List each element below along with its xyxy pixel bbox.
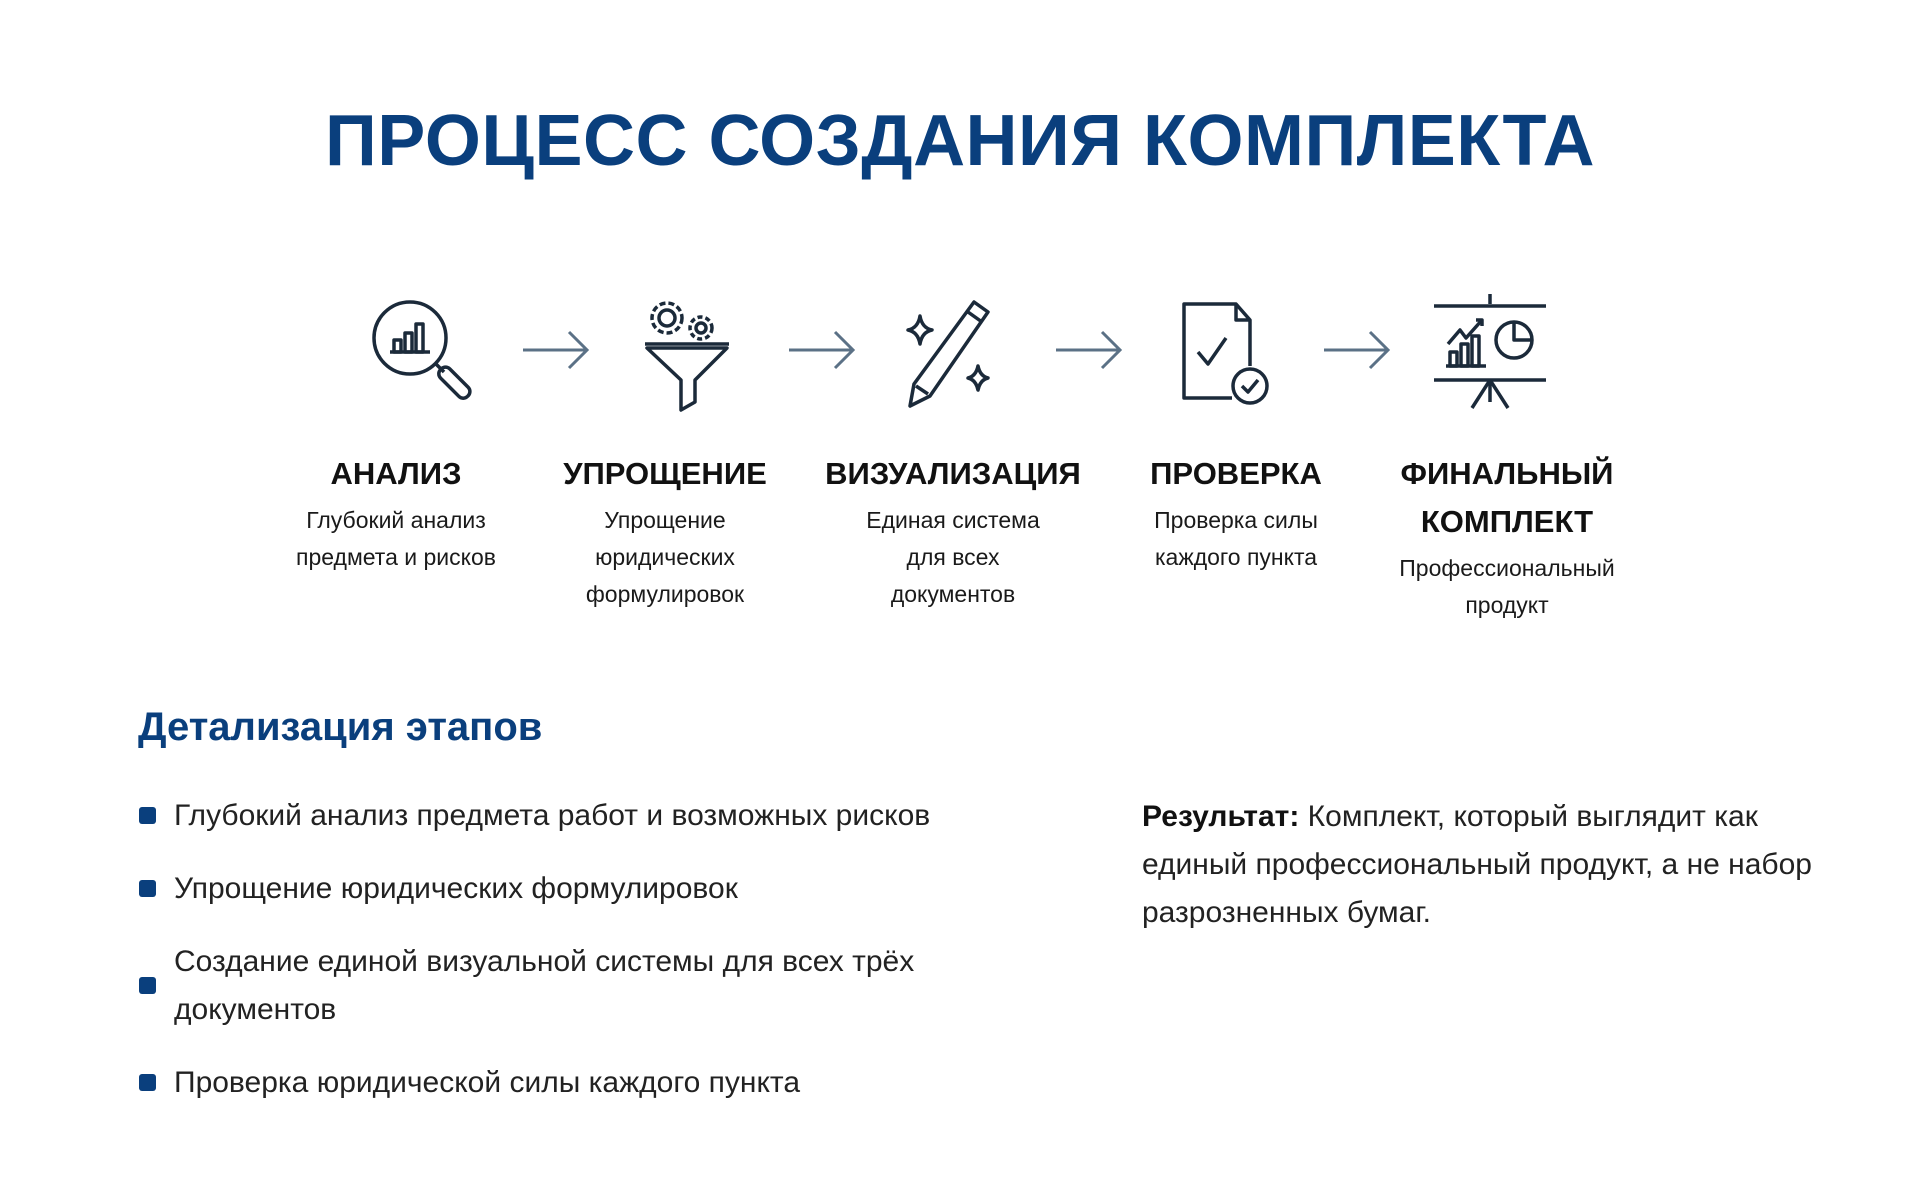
arrow-right-icon [787,330,857,370]
step-analysis [246,450,546,576]
list-item: Упрощение юридических формулировок [139,865,1039,913]
presentation-board-icon [1428,290,1552,414]
result-text [1142,793,1842,937]
list-item: Создание единой визуальной системы для всех трёх документов [139,938,1054,1034]
step-description: Проверка силы каждого пункта [1154,507,1318,570]
details-heading: Детализация этапов [138,705,543,749]
step-title: ПРОВЕРКА [1150,456,1322,491]
step-verification [1086,450,1386,576]
step-description: Профессиональный продукт [1399,555,1615,618]
bullet-icon [139,807,156,824]
document-check-icon [1160,290,1284,414]
magnifier-chart-icon [360,290,484,414]
page-title: ПРОЦЕСС СОЗДАНИЯ КОМПЛЕКТА [325,101,1595,181]
step-title: ФИНАЛЬНЫЙ КОМПЛЕКТ [1400,456,1614,539]
list-item: Глубокий анализ предмета работ и возможных рисков [139,792,1039,840]
arrow-right-icon [1054,330,1124,370]
bullet-icon [139,1074,156,1091]
step-title: ВИЗУАЛИЗАЦИЯ [825,456,1081,491]
details-list [139,792,1039,1132]
arrow-right-icon [1322,330,1392,370]
step-description: Единая система для всех документов [866,507,1040,607]
bullet-icon [139,977,156,994]
step-title: АНАЛИЗ [330,456,462,491]
result-label: Результат: [1142,800,1300,833]
result-body: Комплект, который выглядит как единый профессиональный продукт, а не набор разрозненных бумаг. [1142,800,1812,929]
step-title: УПРОЩЕНИЕ [563,456,767,491]
bullet-icon [139,880,156,897]
step-visualization [783,450,1123,613]
step-description: Упрощение юридических формулировок [585,507,745,607]
step-description: Глубокий анализ предмета и рисков [296,507,496,570]
list-item: Проверка юридической силы каждого пункта [139,1059,1039,1107]
step-simplification [515,450,815,613]
gears-funnel-icon [625,290,749,414]
arrow-right-icon [521,330,591,370]
step-final-kit [1387,450,1627,624]
pencil-sparkles-icon [890,290,1014,414]
